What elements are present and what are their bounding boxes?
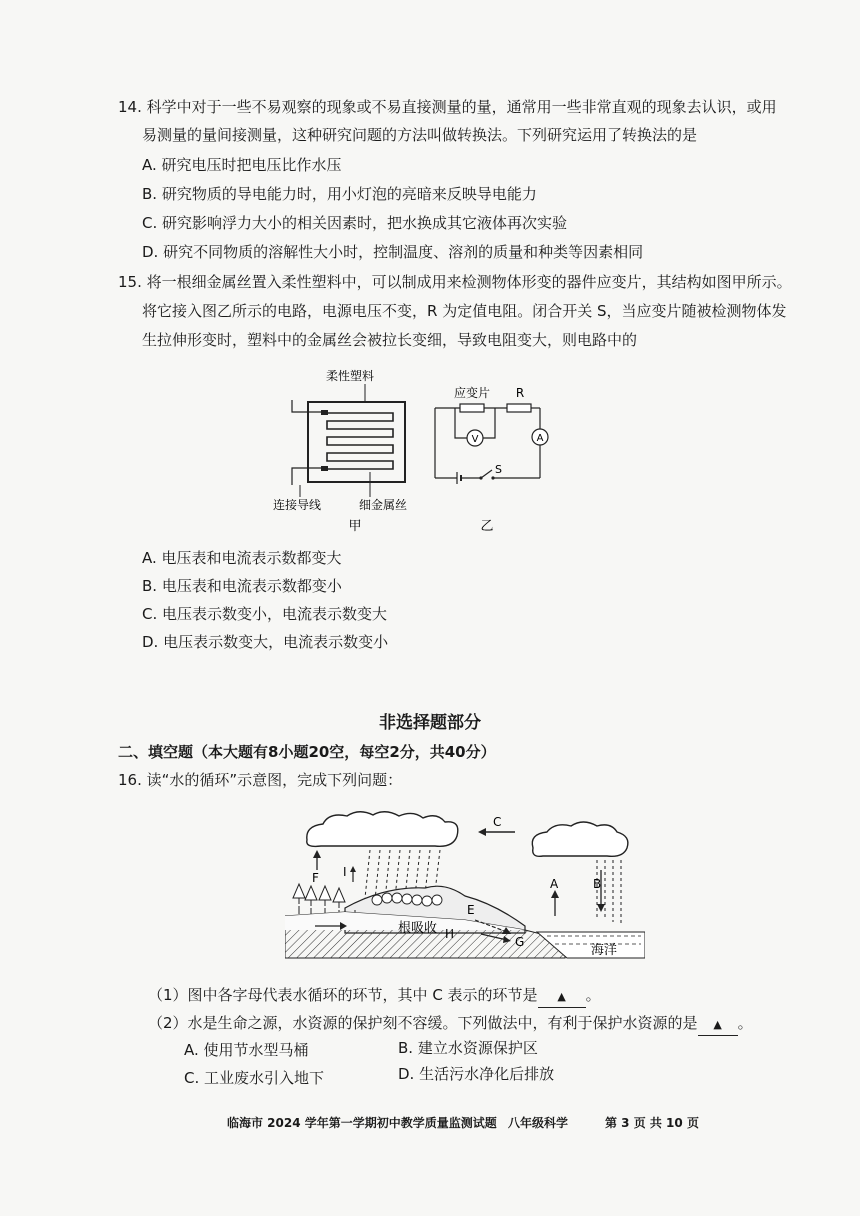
footer-exam-title: 临海市 2024 学年第一学期初中教学质量监测试题 xyxy=(227,1116,497,1130)
q16-stem: 16. 读“水的循环”示意图，完成下列问题： xyxy=(118,771,403,789)
label-f: F xyxy=(312,871,319,885)
sub2-end: 。 xyxy=(737,1014,753,1032)
figure-yi-caption: 乙 xyxy=(480,519,494,534)
q16-option-c: C. 工业废水引入地下 xyxy=(184,1069,325,1087)
metal-wire-label: 细金属丝 xyxy=(358,498,408,512)
sub1-end: 。 xyxy=(585,986,601,1004)
sub1-answer-blank[interactable] xyxy=(538,985,586,1008)
q14-option-c: C. 研究影响浮力大小的相关因素时，把水换成其它液体再次实验 xyxy=(142,214,568,232)
q16-subquestion-2 xyxy=(148,1013,753,1036)
resistor-r-label: R xyxy=(515,386,525,400)
figure-jia-caption: 甲 xyxy=(348,519,362,534)
q16-subquestion-1 xyxy=(148,985,601,1008)
q14-stem-line2: 易测量的量间接测量，这种研究问题的方法叫做转换法。下列研究运用了转换法的是 xyxy=(142,126,698,144)
footer-page-number: 第 3 页 共 10 页 xyxy=(605,1116,699,1130)
sub2-answer-blank[interactable] xyxy=(698,1013,738,1036)
flexible-plastic-label: 柔性塑料 xyxy=(325,369,375,383)
part-title: 非选择题部分 xyxy=(379,713,481,733)
label-g: G xyxy=(515,935,525,949)
label-i: I xyxy=(343,865,347,879)
sub1-text: （1）图中各字母代表水循环的环节，其中 C 表示的环节是 xyxy=(148,986,538,1004)
label-h: H xyxy=(445,927,455,941)
q16-option-d: D. 生活污水净化后排放 xyxy=(398,1065,555,1083)
label-a: A xyxy=(550,877,559,891)
ocean-label: 海洋 xyxy=(591,943,618,958)
sub2-text: （2）水是生命之源，水资源的保护刻不容缓。下列做法中，有利于保护水资源的是 xyxy=(148,1014,698,1032)
voltmeter-label: V xyxy=(471,434,479,445)
q14-option-b: B. 研究物质的导电能力时，用小灯泡的亮暗来反映导电能力 xyxy=(142,185,537,203)
connecting-wire-label: 连接导线 xyxy=(272,498,322,512)
q15-option-a: A. 电压表和电流表示数都变大 xyxy=(142,549,342,567)
switch-s-label: S xyxy=(495,463,502,476)
q14-option-d: D. 研究不同物质的溶解性大小时，控制温度、溶剂的质量和种类等因素相同 xyxy=(142,243,644,261)
q15-stem-line2: 将它接入图乙所示的电路，电源电压不变，R 为定值电阻。闭合开关 S，当应变片随被检测物体发 xyxy=(142,302,787,320)
q15-option-d: D. 电压表示数变大，电流表示数变小 xyxy=(142,633,389,651)
q16-option-b: B. 建立水资源保护区 xyxy=(398,1039,538,1057)
footer-subject: 八年级科学 xyxy=(508,1116,569,1130)
sub2-blank-marker: ▲ xyxy=(713,1018,722,1031)
q14-option-a: A. 研究电压时把电压比作水压 xyxy=(142,156,342,174)
q15-option-c: C. 电压表示数变小，电流表示数变大 xyxy=(142,605,388,623)
sub1-blank-marker: ▲ xyxy=(557,990,566,1003)
water-cycle-figure xyxy=(285,808,645,968)
label-c: C xyxy=(493,815,502,829)
q15-stem-line3: 生拉伸形变时，塑料中的金属丝会被拉长变细，导致电阻变大，则电路中的 xyxy=(142,331,638,349)
strain-gauge-label: 应变片 xyxy=(453,386,491,400)
section-heading: 二、填空题（本大题有8小题20空，每空2分，共40分） xyxy=(118,743,496,761)
q16-option-a: A. 使用节水型马桶 xyxy=(184,1041,309,1059)
q15-stem-line1: 15. 将一根细金属丝置入柔性塑料中，可以制成用来检测物体形变的器件应变片，其结构如图甲所示。 xyxy=(118,273,792,291)
ammeter-label: A xyxy=(536,433,544,444)
strain-gauge-figure xyxy=(265,360,415,535)
q15-option-b: B. 电压表和电流表示数都变小 xyxy=(142,577,342,595)
label-b: B xyxy=(593,877,602,891)
label-e: E xyxy=(467,903,475,917)
circuit-figure xyxy=(425,375,555,535)
root-absorption-label: 根吸收 xyxy=(398,921,438,936)
q14-stem-line1: 14. 科学中对于一些不易观察的现象或不易直接测量的量，通常用一些非常直观的现象去认识，或用 xyxy=(118,98,777,116)
